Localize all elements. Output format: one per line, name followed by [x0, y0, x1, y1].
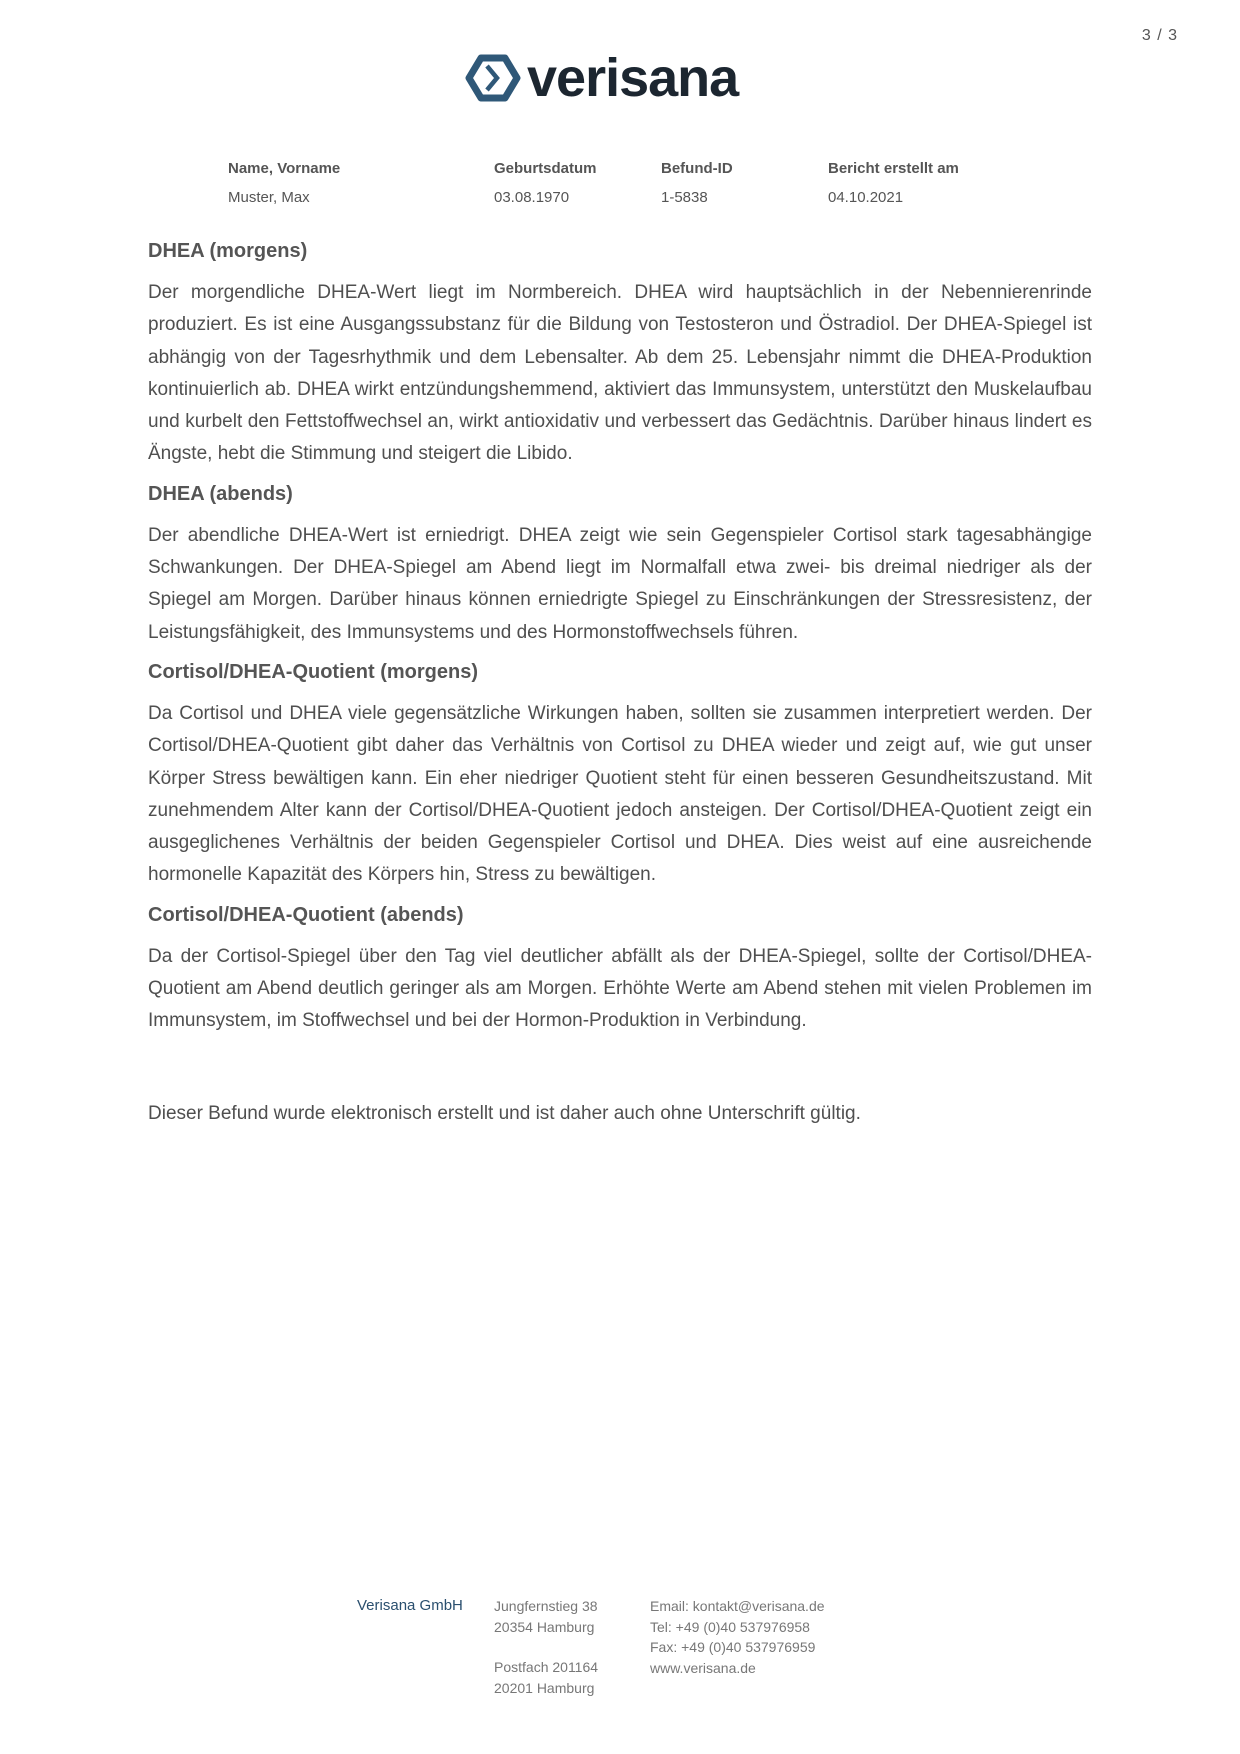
dob-label: Geburtsdatum	[494, 160, 597, 177]
footer-city: 20354 Hamburg	[494, 1618, 595, 1635]
report-date-label: Bericht erstellt am	[828, 160, 959, 177]
dob-value: 03.08.1970	[494, 189, 570, 206]
patient-info-header	[228, 160, 1028, 216]
footer-po-box: Postfach 201164	[494, 1659, 599, 1675]
electronic-signature-notice: Dieser Befund wurde elektronisch erstellt und ist daher auch ohne Unterschrift gültig.	[148, 1102, 861, 1124]
footer-fax: Fax: +49 (0)40 537976959	[650, 1639, 816, 1655]
section-heading: DHEA (abends)	[148, 482, 293, 505]
section-heading: Cortisol/DHEA-Quotient (morgens)	[148, 660, 478, 683]
footer-street: Jungfernstieg 38	[494, 1598, 598, 1614]
report-id-column	[661, 160, 733, 206]
name-value: Muster, Max	[228, 189, 310, 206]
footer-email[interactable]: Email: kontakt@verisana.de	[650, 1598, 825, 1614]
logo-wordmark: verisana	[527, 48, 739, 108]
section-text: Da Cortisol und DHEA viele gegensätzliche Wirkungen haben, sollten sie zusammen interpretiert werden. Der Cortisol/DHEA-Quotient gibt daher das Verhältnis von Cortisol zu DHEA wieder und zeigt auf, wie gut unser Körper Stress bewältigen kann. Ein eher niedriger Quotient steht für einen besseren Gesundheitszustand. Mit zunehmendem Alter kann der Cortisol/DHEA-Quotient jedoch ansteigen. Der Cortisol/DHEA-Quotient zeigt ein ausgeglichenes Verhältnis der beiden Gegenspieler Cortisol und DHEA. Dies weist auf eine ausreichende hormonelle Kapazität des Körpers hin, Stress zu bewältigen.	[148, 702, 1092, 886]
hexagon-chevron-logo-icon	[465, 52, 523, 104]
verisana-logo	[465, 48, 775, 108]
footer-contact	[650, 1596, 825, 1678]
report-id-label: Befund-ID	[661, 160, 733, 177]
footer-company: Verisana GmbH	[357, 1597, 463, 1614]
page-number: 3 / 3	[1141, 27, 1178, 44]
report-date-value: 04.10.2021	[828, 189, 904, 206]
footer-website[interactable]: www.verisana.de	[650, 1659, 756, 1676]
footer-address	[494, 1596, 598, 1698]
footer-tel: Tel: +49 (0)40 537976958	[650, 1618, 810, 1635]
report-date-column	[828, 160, 959, 206]
patient-name-column	[228, 160, 340, 206]
footer-po-city: 20201 Hamburg	[494, 1679, 595, 1696]
section-text: Der abendliche DHEA-Wert ist erniedrigt. DHEA zeigt wie sein Gegenspieler Cortisol stark tagesabhängige Schwankungen. Der DHEA-Spiegel am Abend liegt im Normalfall etwa zwei- bis dreimal niedriger als der Spiegel am Morgen. Darüber hinaus können erniedrigte Spiegel zu Einschränkungen der Stressresistenz, der Leistungsfähigkeit, des Immunsystems und des Hormonstoffwechsels führen.	[148, 524, 1092, 643]
section-text: Der morgendliche DHEA-Wert liegt im Normbereich. DHEA wird hauptsächlich in der Nebennierenrinde produziert. Es ist eine Ausgangssubstanz für die Bildung von Testosteron und Östradiol. Der DHEA-Spiegel ist abhängig von der Tagesrhythmik und dem Lebensalter. Ab dem 25. Lebensjahr nimmt die DHEA-Produktion kontinuierlich ab. DHEA wirkt entzündungshemmend, aktiviert das Immunsystem, unterstützt den Muskelaufbau und kurbelt den Fettstoffwechsel an, wirkt antioxidativ und verbessert das Gedächtnis. Darüber hinaus lindert es Ängste, hebt die Stimmung und steigert die Libido.	[148, 282, 1092, 465]
dob-column	[494, 160, 597, 206]
section-heading: Cortisol/DHEA-Quotient (abends)	[148, 903, 464, 926]
report-body	[148, 240, 1092, 1142]
name-label: Name, Vorname	[228, 160, 341, 177]
report-id-value: 1-5838	[661, 189, 708, 206]
section-heading: DHEA (morgens)	[148, 240, 308, 262]
section-text: Da der Cortisol-Spiegel über den Tag viel deutlicher abfällt als der DHEA-Spiegel, sollte der Cortisol/DHEA-Quotient am Abend deutlich geringer als am Morgen. Erhöhte Werte am Abend stehen mit vielen Problemen im Immunsystem, im Stoffwechsel und bei der Hormon-Produktion in Verbindung.	[148, 945, 1092, 1032]
